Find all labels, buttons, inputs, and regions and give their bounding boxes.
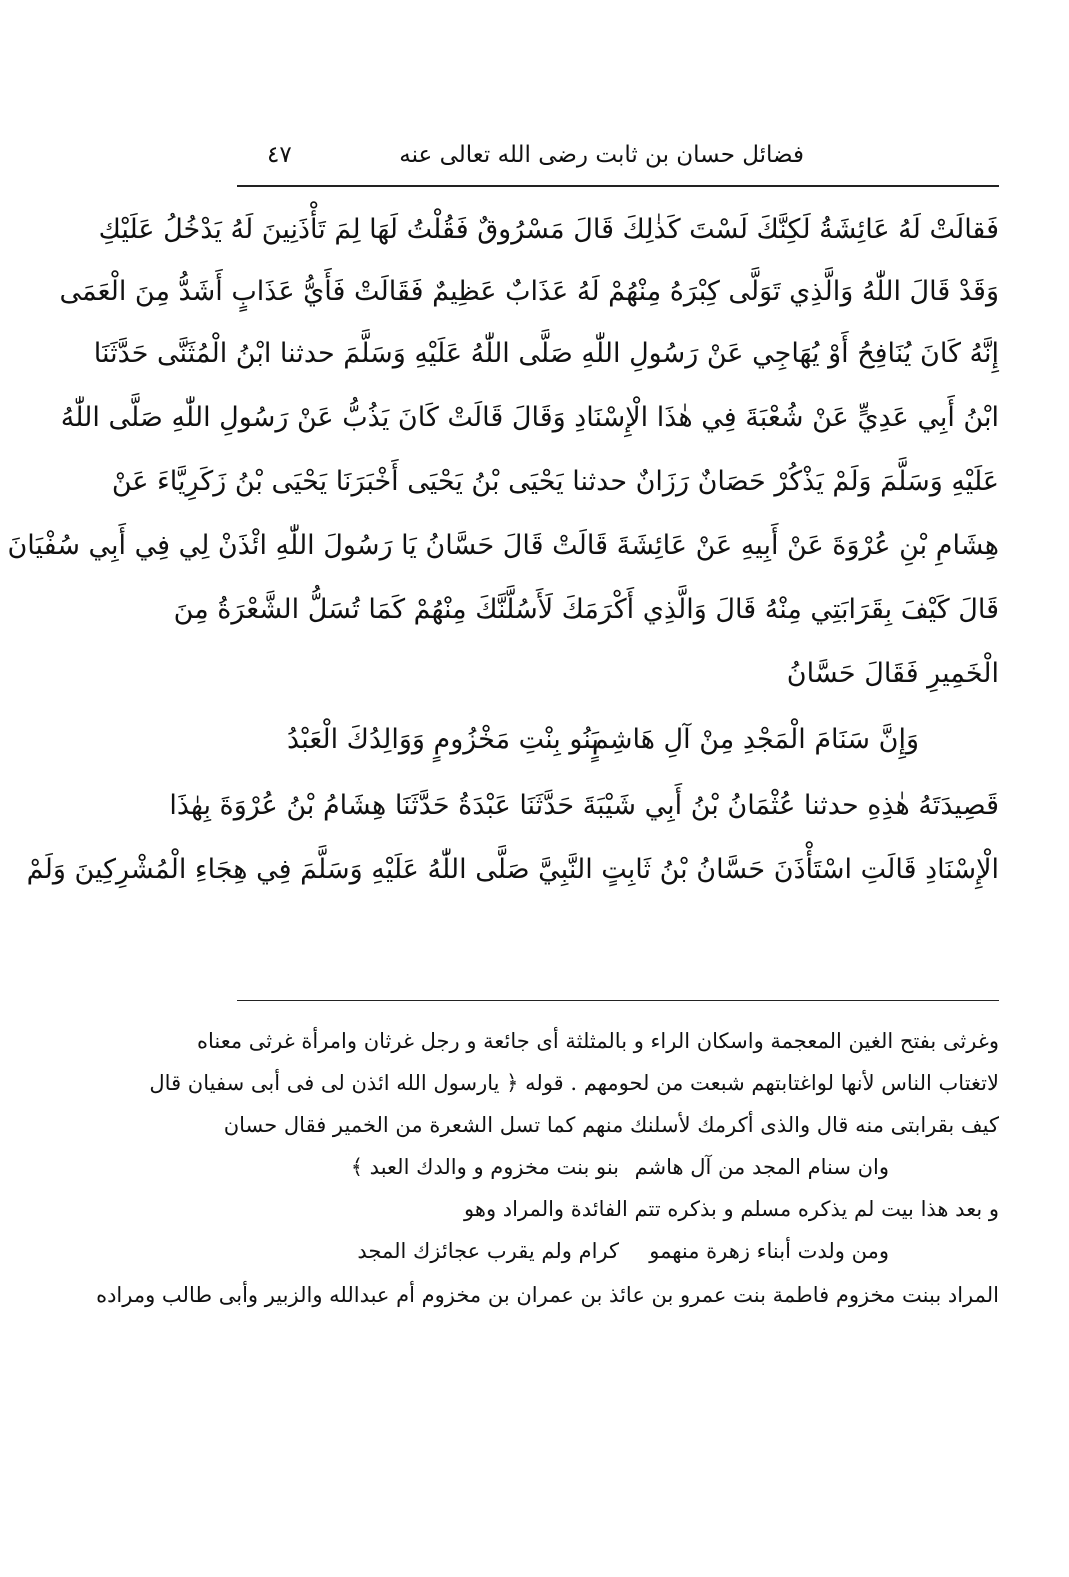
text-line: فَقالَتْ لَهُ عَائِشَةُ لَكِنَّكَ لَسْتَ كَذٰلِكَ قَالَ مَسْرُوقٌ فَقُلْتُ لَهَا لِمَ تَأْذَنِينَ لَهُ يَدْخُلُ عَلَيْكِ	[98, 214, 999, 245]
footnote-verse-second-hemistich: بنو بنت مخزوم و والدك العبد ﴾	[350, 1155, 619, 1179]
footnote-rule	[237, 1000, 999, 1001]
footnote-line: وغرثى بفتح الغين المعجمة واسكان الراء و بالمثلثة أى جائعة و رجل غرثان وامرأة غرثى معناه	[197, 1029, 999, 1053]
poem-verse	[237, 710, 999, 770]
footnote-verse	[237, 1146, 999, 1188]
text-line: الْخَمِيرِ فَقَالَ حَسَّانُ	[786, 658, 999, 689]
verse-second-hemistich: بَنُو بِنْتِ مَخْزُومٍ وَوَالِدُكَ الْعَبْدُ	[287, 724, 599, 755]
footnote-line: و بعد هذا بيت لم يذكره مسلم و بذكره تتم الفائدة والمراد وهو	[464, 1197, 999, 1221]
text-line: وَقَدْ قَالَ اللّٰهُ وَالَّذِي تَوَلَّى كِبْرَهُ مِنْهُمْ لَهُ عَذَابٌ عَظِيمٌ فَقَالَتْ فَأَيُّ عَذَابٍ أَشَدُّ مِنَ الْعَمَى	[59, 276, 999, 307]
text-line: الْإِسْنَادِ قَالَتِ اسْتَأْذَنَ حَسَّانُ بْنُ ثَابِتٍ النَّبِيَّ صَلَّى اللّٰهُ عَلَيْهِ وَسَلَّمَ فِي هِجَاءِ الْمُشْرِكِينَ وَلَمْ	[26, 854, 999, 885]
running-title: فضائل حسان بن ثابت رضى الله تعالى عنه	[399, 142, 804, 168]
text-line: ابْنُ أَبِي عَدِيٍّ عَنْ شُعْبَةَ فِي هٰذَا الْإِسْنَادِ وَقَالَ قَالَتْ كَانَ يَذُبُّ عَنْ رَسُولِ اللّٰهِ صَلَّى اللّٰهُ	[60, 402, 999, 433]
page-header	[237, 140, 999, 180]
footnote-line: لاتغتاب الناس لأنها لواغتابتهم شبعت من لحومهم . قوله ﴿ يارسول الله ائذن لى فى أبى سفيان قال	[149, 1071, 999, 1095]
verse-first-hemistich: وَإِنَّ سَنَامَ الْمَجْدِ مِنْ آلِ هَاشِمٍ	[591, 724, 919, 755]
text-line: قَصِيدَتَهُ هٰذِهِ حدثنا عُثْمَانُ بْنُ أَبِي شَيْبَةَ حَدَّثَنَا عَبْدَةُ حَدَّثَنَا هِشَامُ بْنُ عُرْوَةَ بِهٰذَا	[169, 790, 999, 821]
text-line: هِشَامِ بْنِ عُرْوَةَ عَنْ أَبِيهِ عَنْ عَائِشَةَ قَالَتْ قَالَ حَسَّانُ يَا رَسُولَ اللّٰهِ ائْذَنْ لِي فِي أَبِي سُفْيَانَ	[7, 530, 999, 561]
footnote-verse	[237, 1230, 999, 1272]
footnote-verse-first-hemistich: ومن ولدت أبناء زهرة منهمو	[649, 1239, 889, 1263]
header-rule	[237, 185, 999, 187]
footnote-verse-second-hemistich: كرام ولم يقرب عجائزك المجد	[357, 1239, 619, 1263]
footnote-line: كيف بقرابتى منه قال والذى أكرمك لأسلنك منهم كما تسل الشعرة من الخمير فقال حسان	[223, 1113, 999, 1137]
text-line: عَلَيْهِ وَسَلَّمَ وَلَمْ يَذْكُرْ حَصَانٌ رَزَانٌ حدثنا يَحْيَى بْنُ يَحْيَى أَخْبَرَنَا يَحْيَى بْنُ زَكَرِيَّاءَ عَنْ	[111, 466, 999, 497]
text-line: قَالَ كَيْفَ بِقَرَابَتِي مِنْهُ قَالَ وَالَّذِي أَكْرَمَكَ لَأَسُلَّنَّكَ مِنْهُمْ كَمَا تُسَلُّ الشَّعْرَةُ مِنَ	[173, 594, 999, 625]
footnote-line: المراد ببنت مخزوم فاطمة بنت عمرو بن عائذ بن عمران بن مخزوم أم عبدالله والزبير وأبى طالب ومراده	[96, 1283, 999, 1307]
text-line: إِنَّهُ كَانَ يُنَافِحُ أَوْ يُهَاجِي عَنْ رَسُولِ اللّٰهِ صَلَّى اللّٰهُ عَلَيْهِ وَسَلَّمَ حدثنا ابْنُ الْمُثَنَّى حَدَّثَنَا	[93, 338, 999, 369]
footnote-verse-first-hemistich: وان سنام المجد من آل هاشم	[634, 1155, 889, 1179]
page-number: ٤٧	[267, 142, 292, 168]
